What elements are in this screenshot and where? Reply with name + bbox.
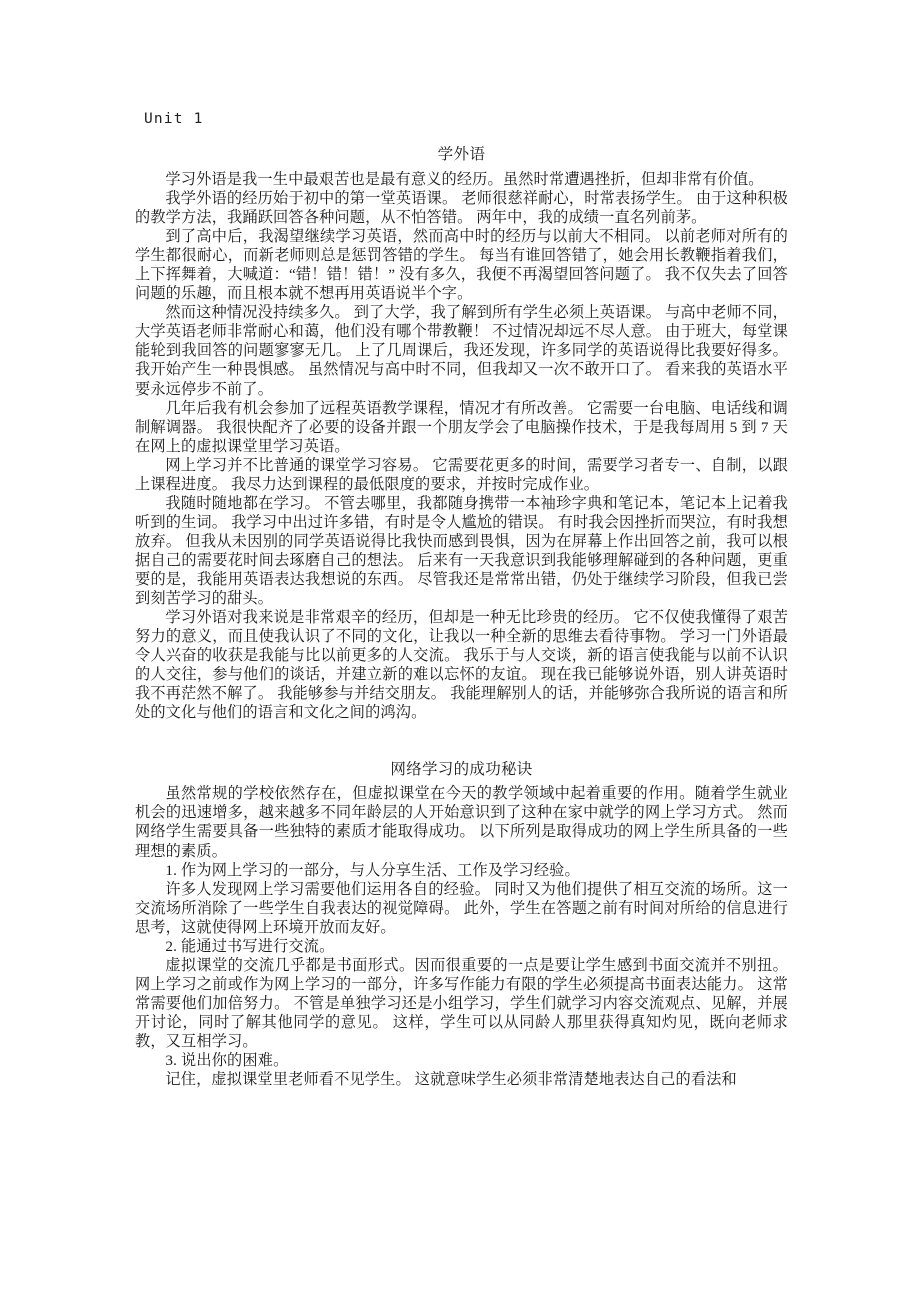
paragraph-3: 到了高中后，我渴望继续学习英语，然而高中时的经历与以前大不相同。 以前老师对所有的学生都很耐心，而新老师则总是惩罚答错的学生。 每当有谁回答错了，她会用长教鞭指着我们，上下挥舞着，大喊道：“错！错！错！” 没有多久，我便不再渴望回答问题了。 我不仅失去了回答问题的乐趣，而且根本就不想再用英语说半个字。: [135, 228, 788, 303]
list-item-body-1: 许多人发现网上学习需要他们运用各自的经验。 同时又为他们提供了相互交流的场所。这一交流场所消除了一些学生自我表达的视觉障碍。 此外，学生在答题之前有时间对所给的信息进行思考，这就使得网上环境开放而友好。: [135, 880, 788, 936]
section-gap: [135, 722, 788, 760]
paragraph-2: 我学外语的经历始于初中的第一堂英语课。 老师很慈祥耐心，时常表扬学生。 由于这种积极的教学方法，我踊跃回答各种问题，从不怕答错。 两年中，我的成绩一直名列前茅。: [135, 190, 788, 227]
paragraph-6: 网上学习并不比普通的课堂学习容易。 它需要花更多的时间，需要学习者专一、自制，以跟上课程进度。 我尽力达到课程的最低限度的要求，并按时完成作业。: [135, 456, 788, 493]
list-item-heading-3: 3. 说出你的困难。: [165, 1052, 289, 1070]
document-content: [135, 110, 788, 1089]
paragraph-1: 学习外语是我一生中最艰苦也是最有意义的经历。虽然时常遭遇挫折，但却非常有价值。: [165, 171, 764, 188]
list-item-heading-1: 1. 作为网上学习的一部分，与人分享生活、工作及学习经验。: [165, 861, 580, 879]
paragraph-5: 几年后我有机会参加了远程英语教学课程，情况才有所改善。 它需要一台电脑、电话线和调制解调器。 我很快配齐了必要的设备并跟一个朋友学会了电脑操作技术，于是我每周用 5 到 7 天在网上的虚拟课堂里学习英语。: [135, 399, 788, 455]
paragraph-7: 我随时随地都在学习。 不管去哪里，我都随身携带一本袖珍字典和笔记本，笔记本上记着我听到的生词。 我学习中出过许多错，有时是令人尴尬的错误。 有时我会因挫折而哭泣，有时我想放弃。 但我从未因别的同学英语说得比我快而感到畏惧，因为在屏幕上作出回答之前，我可以根据自己的需要花时间去琢磨自己的想法。 后来有一天我意识到我能够理解碰到的各种问题，更重要的是，我能用英语表达我想说的东西。 尽管我还是常常出错，仍处于继续学习阶段，但我已尝到刻苦学习的甜头。: [135, 494, 788, 608]
section2-intro-paragraph: 虽然常规的学校依然存在，但虚拟课堂在今天的教学领域中起着重要的作用。随着学生就业机会的迅速增多，越来越多不同年龄层的人开始意识到了这种在家中就学的网上学习方式。 然而网络学生需要具备一些独特的素质才能取得成功。 以下所列是取得成功的网上学生所具备的一些理想的素质。: [135, 785, 788, 860]
list-item-body-3: 记住，虚拟课堂里老师看不见学生。 这就意味学生必须非常清楚地表达自己的看法和: [165, 1071, 737, 1089]
unit-header: Unit 1: [144, 111, 204, 127]
paragraph-8: 学习外语对我来说是非常艰辛的经历，但却是一种无比珍贵的经历。 它不仅使我懂得了艰苦努力的意义，而且使我认识了不同的文化，让我以一种全新的思维去看待事物。 学习一门外语最令人兴奋的收获是我能与比以前更多的人交流。 我乐于与人交谈，新的语言使我能与以前不认识的人交往，参与他们的谈话，并建立新的难以忘怀的友谊。 现在我已能够说外语，别人讲英语时我不再茫然不解了。 我能够参与并结交朋友。 我能理解别人的话，并能够弥合我所说的语言和所处的文化与他们的语言和文化之间的鸿沟。: [135, 609, 788, 722]
list-item-heading-2: 2. 能通过书写进行交流。: [165, 937, 335, 955]
page-title-primary: 学外语: [437, 146, 486, 163]
page-title-secondary: 网络学习的成功秘诀: [390, 761, 533, 779]
list-item-body-2: 虚拟课堂的交流几乎都是书面形式。因而很重要的一点是要让学生感到书面交流并不别扭。 网上学习之前或作为网上学习的一部分，许多写作能力有限的学生必须提高书面表达能力。 这常常需要他们加倍努力。 不管是单独学习还是小组学习，学生们就学习内容交流观点、见解，并展开讨论，同时了解其他同学的意见。 这样，学生可以从同龄人那里获得真知灼见，既向老师求教，又互相学习。: [135, 956, 788, 1050]
paragraph-4: 然而这种情况没持续多久。 到了大学，我了解到所有学生必须上英语课。 与高中老师不同，大学英语老师非常耐心和蔼，他们没有哪个带教鞭！ 不过情况却远不尽人意。 由于班大，每堂课能轮到我回答的问题寥寥无几。 上了几周课后，我还发现，许多同学的英语说得比我要好得多。 我开始产生一种畏惧感。 虽然情况与高中时不同，但我却又一次不敢开口了。 看来我的英语水平要永远停步不前了。: [135, 304, 788, 398]
